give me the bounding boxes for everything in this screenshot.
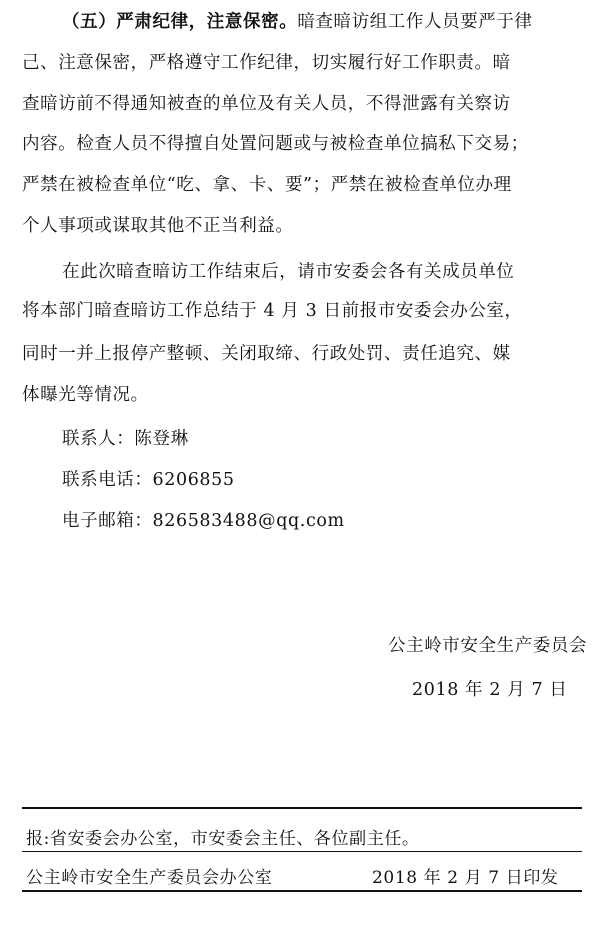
summary-line-2: 将本部门暗查暗访工作总结于 4 月 3 日前报市安委会办公室， — [22, 301, 523, 321]
paragraph-5-line-5: 严禁在被检查单位“吃、拿、卡、要”；严禁在被检查单位办理 — [22, 175, 512, 195]
footer-top-rule — [22, 807, 582, 809]
footer-issue-date: 2018 年 2 月 7 日印发 — [372, 868, 559, 888]
summary-line-4: 体曝光等情况。 — [22, 385, 149, 405]
paragraph-5-line-2: 己、注意保密，严格遵守工作纪律，切实履行好工作职责。暗 — [22, 53, 511, 73]
signature-org: 公主岭市安全生产委员会 — [388, 636, 588, 656]
paragraph-5-line-6: 个人事项或谋取其他不正当利益。 — [22, 216, 294, 236]
footer-report-to: 报:省安委会办公室，市安委会主任、各位副主任。 — [26, 829, 420, 849]
paragraph-5-line-3: 查暗访前不得通知被查的单位及有关人员，不得泄露有关察访 — [22, 94, 511, 114]
contact-email: 电子邮箱：826583488@qq.com — [62, 511, 345, 531]
footer-issuer: 公主岭市安全生产委员会办公室 — [26, 868, 273, 888]
signature-date: 2018 年 2 月 7 日 — [412, 680, 568, 700]
footer-bottom-rule — [22, 890, 582, 892]
paragraph-5-line-1-rest: 暗查暗访组工作人员要严于律 — [297, 12, 533, 32]
paragraph-5-line-1 — [62, 12, 602, 32]
contact-phone: 联系电话：6206855 — [62, 470, 235, 490]
summary-line-1: 在此次暗查暗访工作结束后，请市安委会各有关成员单位 — [62, 262, 515, 282]
paragraph-5-line-4: 内容。检查人员不得擅自处置问题或与被检查单位搞私下交易； — [22, 134, 529, 154]
contact-person: 联系人：陈登琳 — [62, 429, 189, 449]
summary-line-3: 同时一并上报停产整顿、关闭取缔、行政处罚、责任追究、媒 — [22, 344, 511, 364]
paragraph-5-heading: （五）严肃纪律，注意保密。 — [62, 12, 298, 32]
footer-middle-rule — [22, 851, 582, 852]
